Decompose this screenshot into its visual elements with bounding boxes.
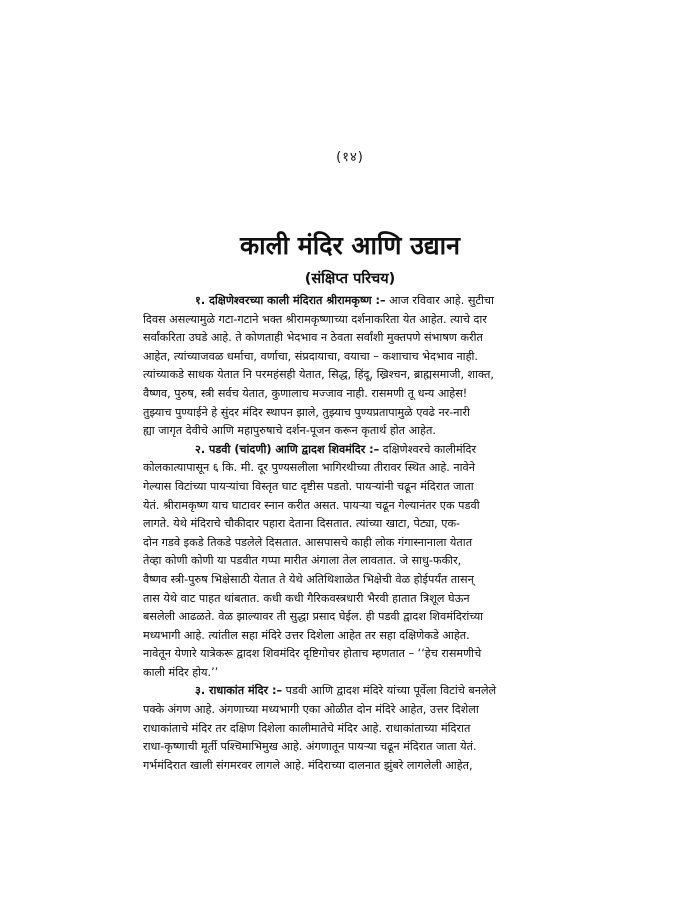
paragraph-line: ह्या जागृत देवीचे आणि महापुरुषाचे दर्शन-पूजन करून कृतार्थ होत आहेत. bbox=[143, 424, 436, 438]
paragraph-text: दक्षिणेश्वरचे कालीमंदिर bbox=[379, 442, 477, 456]
paragraph-line: तेव्हा कोणी कोणी या पडवीत गप्पा मारीत अंगाला तेल लावतात. जे साधु-फकीर, bbox=[143, 554, 462, 568]
paragraph-line: येतं. श्रीरामकृष्ण याच घाटावर स्नान करीत असत. पायऱ्या चढून गेल्यानंतर एक पडवी bbox=[143, 498, 480, 512]
paragraph-line: वैष्णव, पुरुष, स्त्री सर्वच येतात, कुणालाच मज्जाव नाही. रासमणी तू धन्य आहेस! bbox=[143, 386, 468, 400]
paragraph-line: पक्के अंगण आहे. अंगणाच्या मध्यभागी एका ओळीत दोन मंदिरे आहेत, उत्तर दिशेला bbox=[143, 703, 479, 717]
paragraph-line: राधा-कृष्णाची मूर्ती पश्चिमाभिमुख आहे. अंगणातून पायऱ्या चढून मंदिरात जाता येतं. bbox=[143, 740, 477, 754]
body-text bbox=[143, 292, 561, 775]
paragraph-line bbox=[143, 441, 561, 460]
paragraph-line: तुझ्याच पुण्याईने हे सुंदर मंदिर स्थापन झाले, तुझ्याच पुण्यप्रतापामुळे एवढे नर-नारी bbox=[143, 405, 470, 419]
paragraph-line: तास येथे वाट पाहत थांबतात. कधी कधी गैरिकवस्त्रधारी भैरवी हातात त्रिशूल घेऊन bbox=[143, 591, 470, 605]
paragraph-line: दोन गडवे इकडे तिकडे पडलेले दिसतात. आसपासचे काही लोक गंगास्नानाला येतात bbox=[143, 535, 473, 549]
paragraph-line: लागते. येथे मंदिराचे चौकीदार पहारा देताना दिसतात. त्यांच्या खाटा, पेट्या, एक- bbox=[143, 517, 461, 531]
paragraph-text: पडवी आणि द्वादश मंदिरे यांच्या पूर्वेला विटांचे बनलेले bbox=[282, 684, 497, 698]
paragraph-line: वैष्णव स्त्री-पुरुष भिक्षेसाठी येतात ते येथे अतिथिशाळेत भिक्षेची वेळ होईपर्यंत तासन् bbox=[143, 572, 474, 586]
paragraph-line: दिवस असल्यामुळे गटा-गटाने भक्त श्रीरामकृष्णाच्या दर्शनाकरिता येत आहेत. त्याचे दार bbox=[143, 312, 487, 326]
section-heading: १. दक्षिणेश्वरच्या काली मंदिरात श्रीरामकृष्ण :– bbox=[195, 294, 386, 307]
paragraph-line: कोलकात्यापासून ६ कि. मी. दूर पुण्यसलीला भागिरथीच्या तीरावर स्थित आहे. नावेने bbox=[143, 461, 475, 475]
paragraph-line: त्यांच्याकडे साधक येतात नि परमहंसही येतात, सिद्ध, हिंदू, ख्रिश्चन, ब्राह्मसमाजी, शाक्त, bbox=[143, 368, 494, 382]
paragraph-line bbox=[143, 292, 561, 311]
paragraph-line: सर्वांकरिता उघडे आहे. ते कोणताही भेदभाव न ठेवता सर्वांशी मुक्तपणे संभाषण करीत bbox=[143, 331, 483, 345]
section-heading: ३. राधाकांत मंदिर :– bbox=[195, 684, 283, 698]
paragraph-line: मध्यभागी आहे. त्यांतील सहा मंदिरे उत्तर दिशेला आहेत तर सहा दक्षिणेकडे आहेत. bbox=[143, 628, 470, 642]
paragraph-line bbox=[143, 682, 561, 701]
paragraph-line: राधाकांताचे मंदिर तर दक्षिण दिशेला कालीमातेचे मंदिर आहे. राधाकांताच्या मंदिरात bbox=[143, 721, 471, 735]
page-number: (१४) bbox=[336, 150, 364, 165]
paragraph-line: बसलेली आढळते. वेळ झाल्यावर ती सुद्धा प्रसाद घेईल. ही पडवी द्वादश शिवमंदिरांच्या bbox=[143, 610, 484, 624]
page-title: काली मंदिर आणि उद्यान bbox=[239, 231, 461, 260]
paragraph-line: नावेतून येणारे यात्रेकरू द्वादश शिवमंदिर दृष्टिगोचर होताच म्हणतात – ‘‘हेच रासमणीचे bbox=[143, 647, 482, 661]
paragraph-line: काली मंदिर होय.’’ bbox=[143, 665, 219, 679]
paragraph-line: गर्भमंदिरात खाली संगमरवर लागले आहे. मंदिराच्या दालनात झुंबरे लागलेली आहेत, bbox=[143, 758, 473, 772]
paragraph-line: गेल्यास विटांच्या पायऱ्यांचा विस्तृत घाट दृष्टीस पडतो. पायऱ्यांनी चढून मंदिरात जाता bbox=[143, 479, 474, 493]
paragraph-line: आहेत, त्यांच्याजवळ धर्माचा, वर्णाचा, संप्रदायाचा, वयाचा – कशाचाच भेदभाव नाही. bbox=[143, 349, 478, 363]
paragraph-text: आज रविवार आहे. सुटीचा bbox=[385, 294, 494, 307]
section-heading: २. पडवी (चांदणी) आणि द्वादश शिवमंदिर :– bbox=[195, 442, 380, 456]
page-subtitle: (संक्षिप्त परिचय) bbox=[304, 271, 396, 287]
